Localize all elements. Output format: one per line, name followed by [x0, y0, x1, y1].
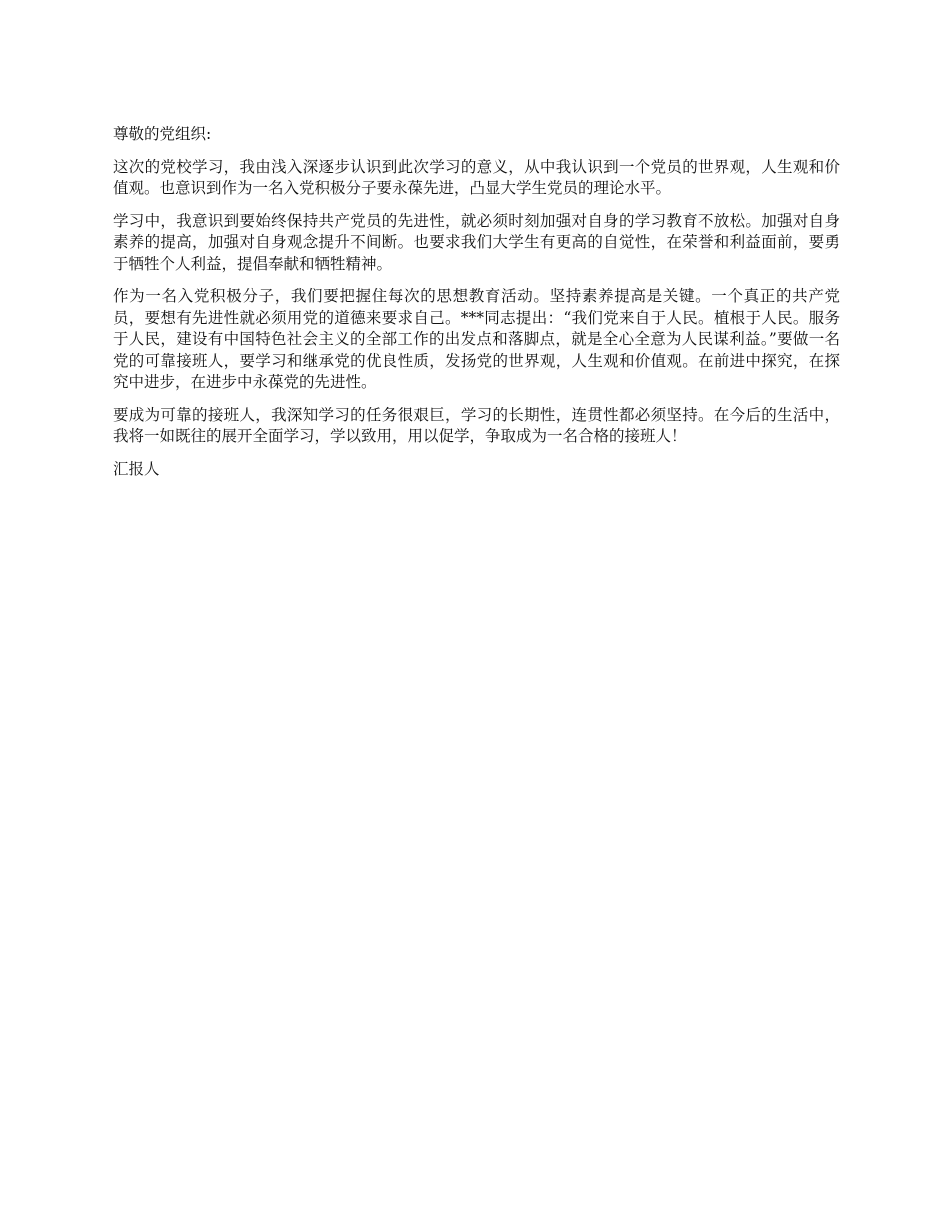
paragraph-4: 要成为可靠的接班人，我深知学习的任务很艰巨，学习的长期性，连贯性都必须坚持。在今后的生活中，我将一如既往的展开全面学习，学以致用，用以促学，争取成为一名合格的接班人！: [113, 405, 840, 445]
paragraph-1: 这次的党校学习，我由浅入深逐步认识到此次学习的意义，从中我认识到一个党员的世界观，人生观和价值观。也意识到作为一名入党积极分子要永葆先进，凸显大学生党员的理论水平。: [113, 157, 840, 197]
document-body: [113, 124, 840, 491]
paragraph-2: 学习中，我意识到要始终保持共产党员的先进性，就必须时刻加强对自身的学习教育不放松。加强对自身素养的提高，加强对自身观念提升不间断。也要求我们大学生有更高的自觉性，在荣誉和利益面前，要勇于牺牲个人利益，提倡奉献和牺牲精神。: [113, 211, 840, 273]
paragraph-3: 作为一名入党积极分子，我们要把握住每次的思想教育活动。坚持素养提高是关键。一个真正的共产党员，要想有先进性就必须用党的道德来要求自己。***同志提出：“我们党来自于人民。植根于人民。服务于人民，建设有中国特色社会主义的全部工作的出发点和落脚点，就是全心全意为人民谋利益。”要做一名党的可靠接班人，要学习和继承党的优良性质，发扬党的世界观，人生观和价值观。在前进中探究，在探究中进步，在进步中永葆党的先进性。: [113, 287, 840, 391]
signature: 汇报人: [113, 459, 160, 478]
salutation: 尊敬的党组织:: [113, 125, 212, 143]
